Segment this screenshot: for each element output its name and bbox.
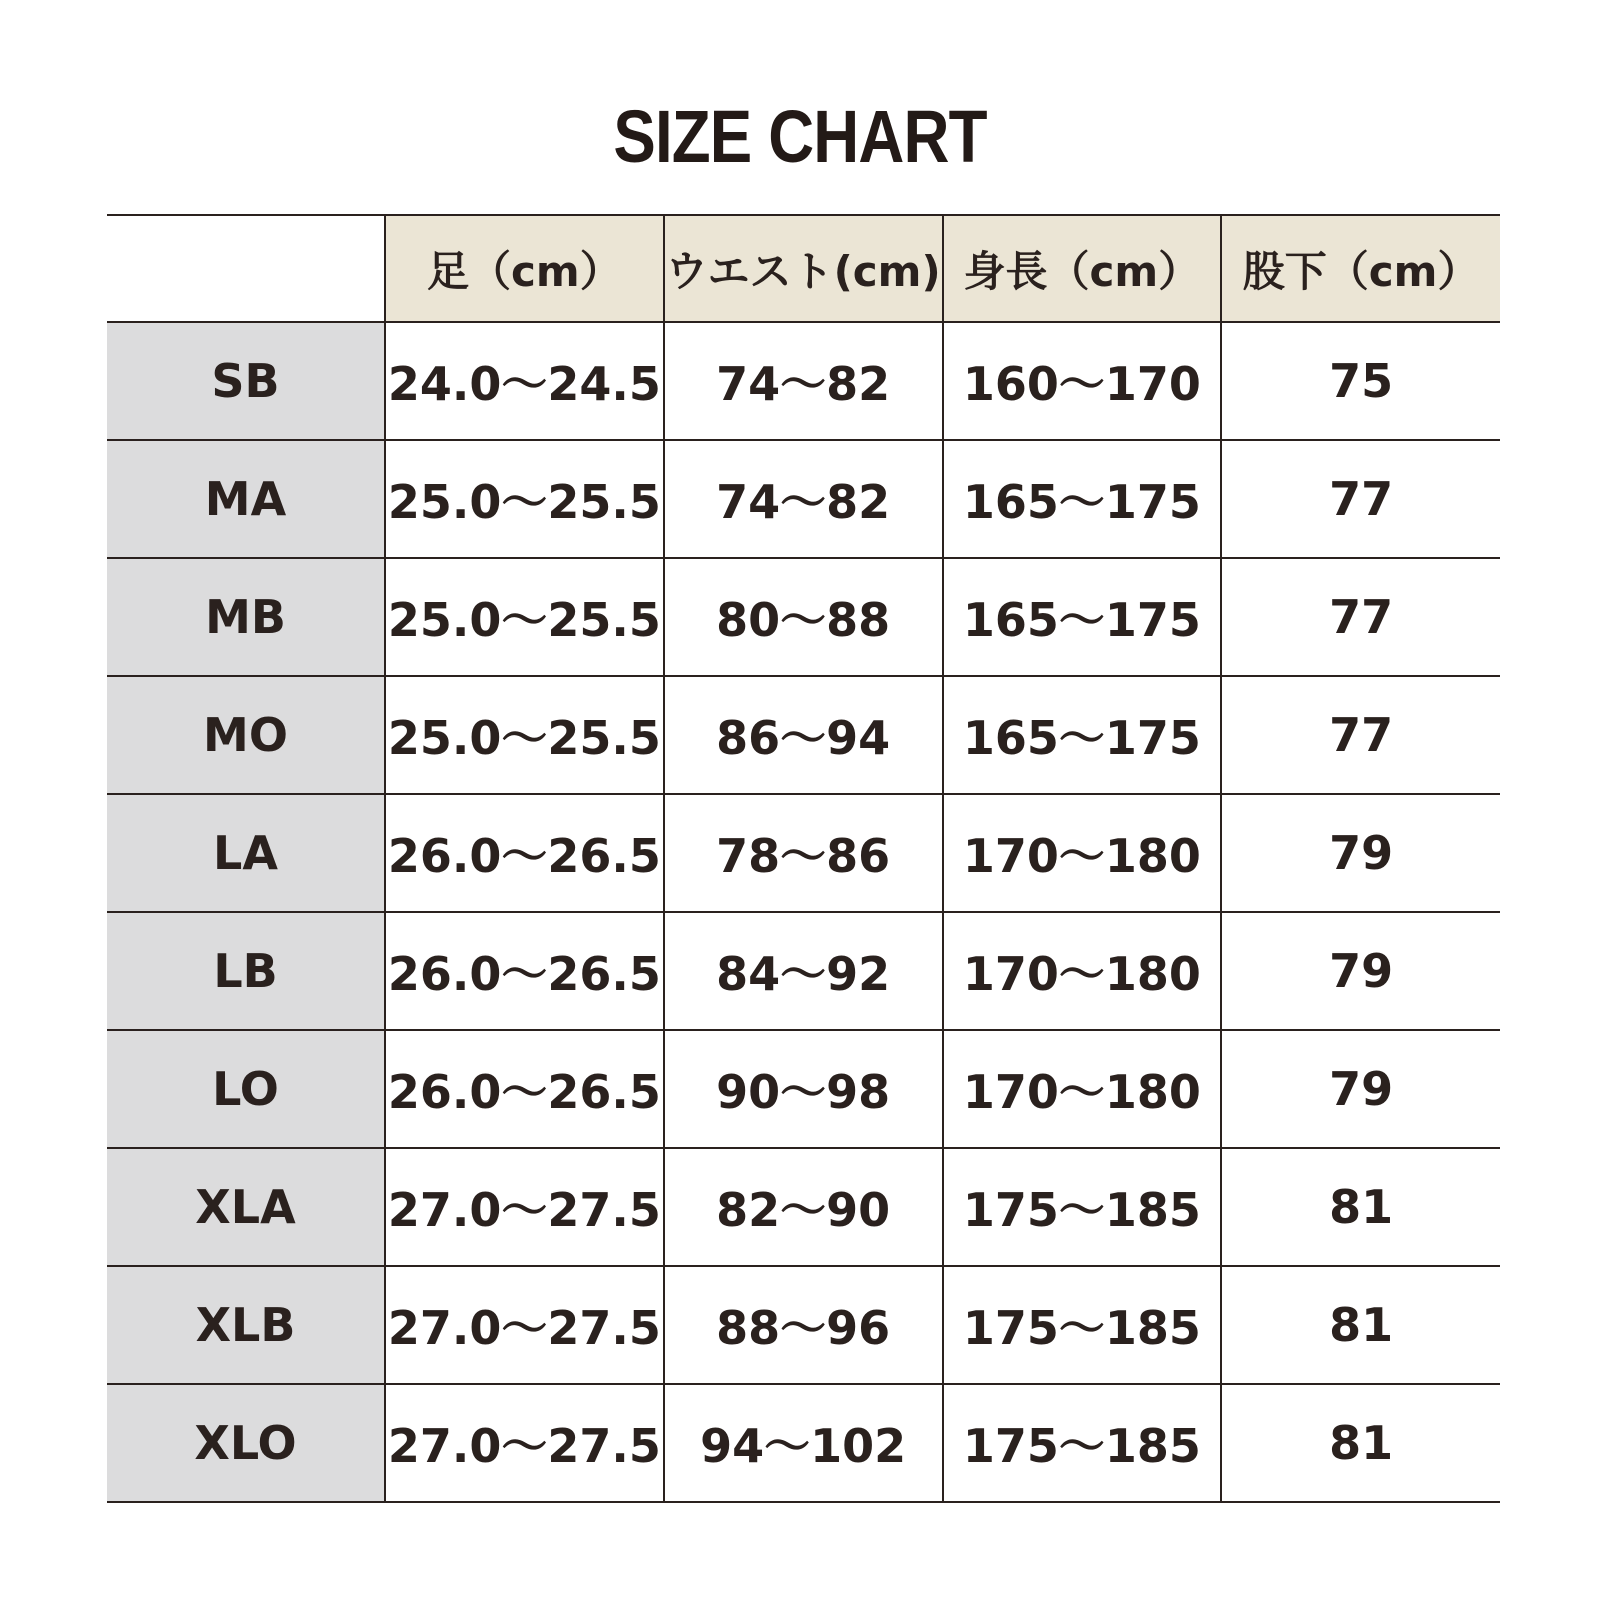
inseam-cm-cell: 75 [1221, 322, 1500, 440]
size-label-cell: LB [107, 912, 385, 1030]
corner-header-cell [107, 215, 385, 322]
table-row [107, 322, 1500, 440]
header-foot-cm: 足（cm） [385, 215, 664, 322]
height-cm-cell: 160〜170 [943, 322, 1222, 440]
inseam-cm-cell: 81 [1221, 1148, 1500, 1266]
waist-cm-cell: 82〜90 [664, 1148, 943, 1266]
foot-cm-cell: 27.0〜27.5 [385, 1148, 664, 1266]
size-label-cell: MO [107, 676, 385, 794]
inseam-cm-cell: 77 [1221, 558, 1500, 676]
table-row [107, 1030, 1500, 1148]
table-row [107, 440, 1500, 558]
foot-cm-cell: 25.0〜25.5 [385, 676, 664, 794]
table-row [107, 794, 1500, 912]
waist-cm-cell: 90〜98 [664, 1030, 943, 1148]
table-row [107, 1266, 1500, 1384]
header-waist-cm: ウエスト(cm) [664, 215, 943, 322]
size-label-cell: SB [107, 322, 385, 440]
waist-cm-cell: 80〜88 [664, 558, 943, 676]
foot-cm-cell: 27.0〜27.5 [385, 1384, 664, 1502]
size-label-cell: MA [107, 440, 385, 558]
waist-cm-cell: 84〜92 [664, 912, 943, 1030]
waist-cm-cell: 88〜96 [664, 1266, 943, 1384]
header-height-cm: 身長（cm） [943, 215, 1222, 322]
height-cm-cell: 175〜185 [943, 1148, 1222, 1266]
table-body [107, 322, 1500, 1502]
height-cm-cell: 165〜175 [943, 558, 1222, 676]
size-label-cell: XLA [107, 1148, 385, 1266]
inseam-cm-cell: 79 [1221, 1030, 1500, 1148]
inseam-cm-cell: 77 [1221, 676, 1500, 794]
inseam-cm-cell: 81 [1221, 1384, 1500, 1502]
waist-cm-cell: 94〜102 [664, 1384, 943, 1502]
inseam-cm-cell: 79 [1221, 912, 1500, 1030]
table-row [107, 912, 1500, 1030]
height-cm-cell: 175〜185 [943, 1384, 1222, 1502]
inseam-cm-cell: 81 [1221, 1266, 1500, 1384]
foot-cm-cell: 26.0〜26.5 [385, 912, 664, 1030]
waist-cm-cell: 78〜86 [664, 794, 943, 912]
size-label-cell: MB [107, 558, 385, 676]
page-title: SIZE CHART [613, 95, 987, 178]
waist-cm-cell: 86〜94 [664, 676, 943, 794]
table-row [107, 676, 1500, 794]
foot-cm-cell: 26.0〜26.5 [385, 1030, 664, 1148]
size-chart-table [107, 214, 1500, 1503]
header-inseam-cm: 股下（cm） [1221, 215, 1500, 322]
size-label-cell: LO [107, 1030, 385, 1148]
foot-cm-cell: 25.0〜25.5 [385, 440, 664, 558]
height-cm-cell: 170〜180 [943, 1030, 1222, 1148]
waist-cm-cell: 74〜82 [664, 322, 943, 440]
size-label-cell: LA [107, 794, 385, 912]
foot-cm-cell: 25.0〜25.5 [385, 558, 664, 676]
height-cm-cell: 165〜175 [943, 440, 1222, 558]
height-cm-cell: 175〜185 [943, 1266, 1222, 1384]
size-label-cell: XLO [107, 1384, 385, 1502]
table-row [107, 1148, 1500, 1266]
foot-cm-cell: 26.0〜26.5 [385, 794, 664, 912]
height-cm-cell: 170〜180 [943, 794, 1222, 912]
height-cm-cell: 170〜180 [943, 912, 1222, 1030]
table-row [107, 1384, 1500, 1502]
height-cm-cell: 165〜175 [943, 676, 1222, 794]
header-row [107, 215, 1500, 322]
inseam-cm-cell: 77 [1221, 440, 1500, 558]
table-row [107, 558, 1500, 676]
inseam-cm-cell: 79 [1221, 794, 1500, 912]
foot-cm-cell: 24.0〜24.5 [385, 322, 664, 440]
waist-cm-cell: 74〜82 [664, 440, 943, 558]
foot-cm-cell: 27.0〜27.5 [385, 1266, 664, 1384]
size-label-cell: XLB [107, 1266, 385, 1384]
